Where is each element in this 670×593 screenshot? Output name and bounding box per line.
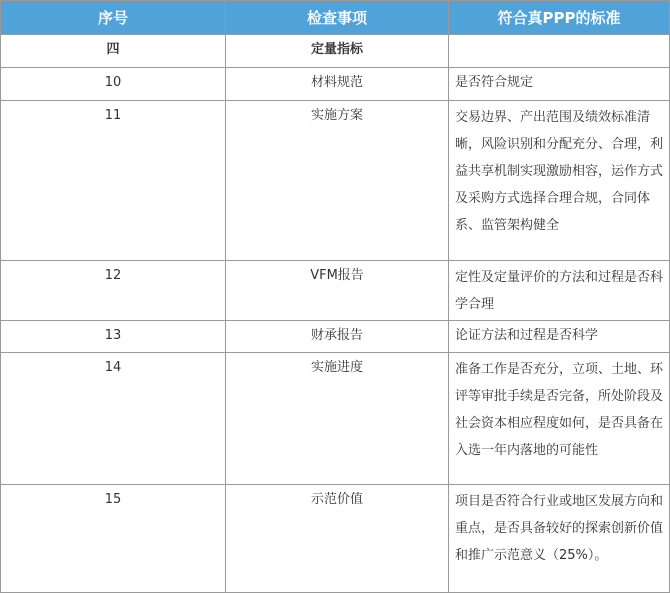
row-check-item: 实施方案 — [226, 101, 449, 261]
row-check-item: 财承报告 — [226, 321, 449, 353]
row-check-item: 示范价值 — [226, 485, 449, 593]
row-number: 11 — [1, 101, 226, 261]
row-standard: 论证方法和过程是否科学 — [449, 321, 670, 353]
row-check-item: 实施进度 — [226, 353, 449, 485]
row-standard: 项目是否符合行业或地区发展方向和重点，是否具备较好的探索创新价值和推广示范意义（25%）。 — [449, 485, 670, 593]
table-row — [1, 353, 670, 485]
row-standard: 交易边界、产出范围及绩效标准清晰，风险识别和分配充分、合理，利益共享机制实现激励相容，运作方式及采购方式选择合理合规，合同体系、监管架构健全 — [449, 101, 670, 261]
row-standard: 准备工作是否充分，立项、土地、环评等审批手续是否完备，所处阶段及社会资本相应程度如何，是否具备在入选一年内落地的可能性 — [449, 353, 670, 485]
header-check-item: 检查事项 — [226, 1, 449, 35]
row-number: 12 — [1, 261, 226, 321]
header-serial-number: 序号 — [1, 1, 226, 35]
header-true-ppp-standard: 符合真PPP的标准 — [449, 1, 670, 35]
table-row — [1, 321, 670, 353]
row-standard: 定性及定量评价的方法和过程是否科学合理 — [449, 261, 670, 321]
section-title: 定量指标 — [226, 35, 449, 68]
section-number: 四 — [1, 35, 226, 68]
table-body — [1, 35, 670, 593]
header-row — [1, 1, 670, 35]
row-check-item: VFM报告 — [226, 261, 449, 321]
row-number: 10 — [1, 68, 226, 101]
row-number: 13 — [1, 321, 226, 353]
table-row — [1, 485, 670, 593]
row-number: 14 — [1, 353, 226, 485]
section-row — [1, 35, 670, 68]
table-row — [1, 68, 670, 101]
table-header — [1, 1, 670, 35]
row-check-item: 材料规范 — [226, 68, 449, 101]
table-row — [1, 101, 670, 261]
section-standard — [449, 35, 670, 68]
row-number: 15 — [1, 485, 226, 593]
row-standard: 是否符合规定 — [449, 68, 670, 101]
table-row — [1, 261, 670, 321]
